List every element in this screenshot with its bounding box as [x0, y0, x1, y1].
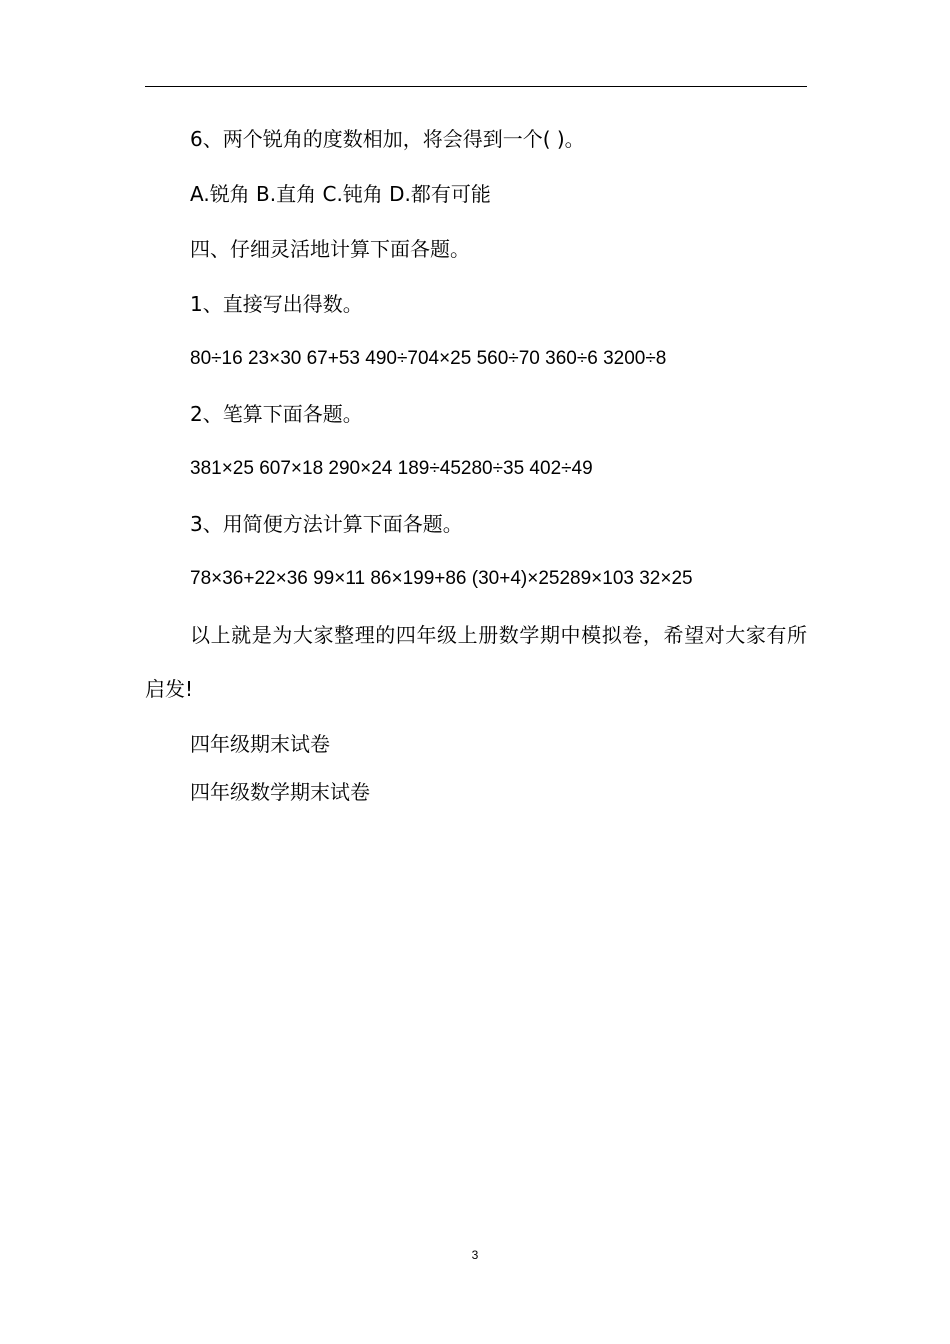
- related-link-final-exam[interactable]: 四年级期末试卷: [190, 732, 330, 756]
- subsection-1-heading: 1、直接写出得数。: [190, 292, 363, 316]
- subsection-2-problems: 381×25 607×18 290×24 189÷45280÷35 402÷49: [190, 458, 593, 479]
- question-6-options: A.锐角 B.直角 C.钝角 D.都有可能: [190, 182, 491, 206]
- section-4-heading: 四、仔细灵活地计算下面各题。: [190, 237, 470, 261]
- page-number: 3: [471, 1248, 479, 1262]
- closing-paragraph: 以上就是为大家整理的四年级上册数学期中模拟卷，希望对大家有所启发!: [145, 623, 807, 701]
- subsection-3-heading: 3、用简便方法计算下面各题。: [190, 512, 463, 536]
- subsection-1-problems: 80÷16 23×30 67+53 490÷704×25 560÷70 360÷6 3200÷8: [190, 348, 667, 369]
- subsection-3-problems: 78×36+22×36 99×11 86×199+86 (30+4)×25289×103 32×25: [190, 568, 693, 589]
- related-link-math-final-exam[interactable]: 四年级数学期末试卷: [190, 780, 370, 804]
- subsection-2-heading: 2、笔算下面各题。: [190, 402, 363, 426]
- question-6: 6、两个锐角的度数相加，将会得到一个( )。: [190, 127, 585, 151]
- header-rule: [145, 86, 807, 87]
